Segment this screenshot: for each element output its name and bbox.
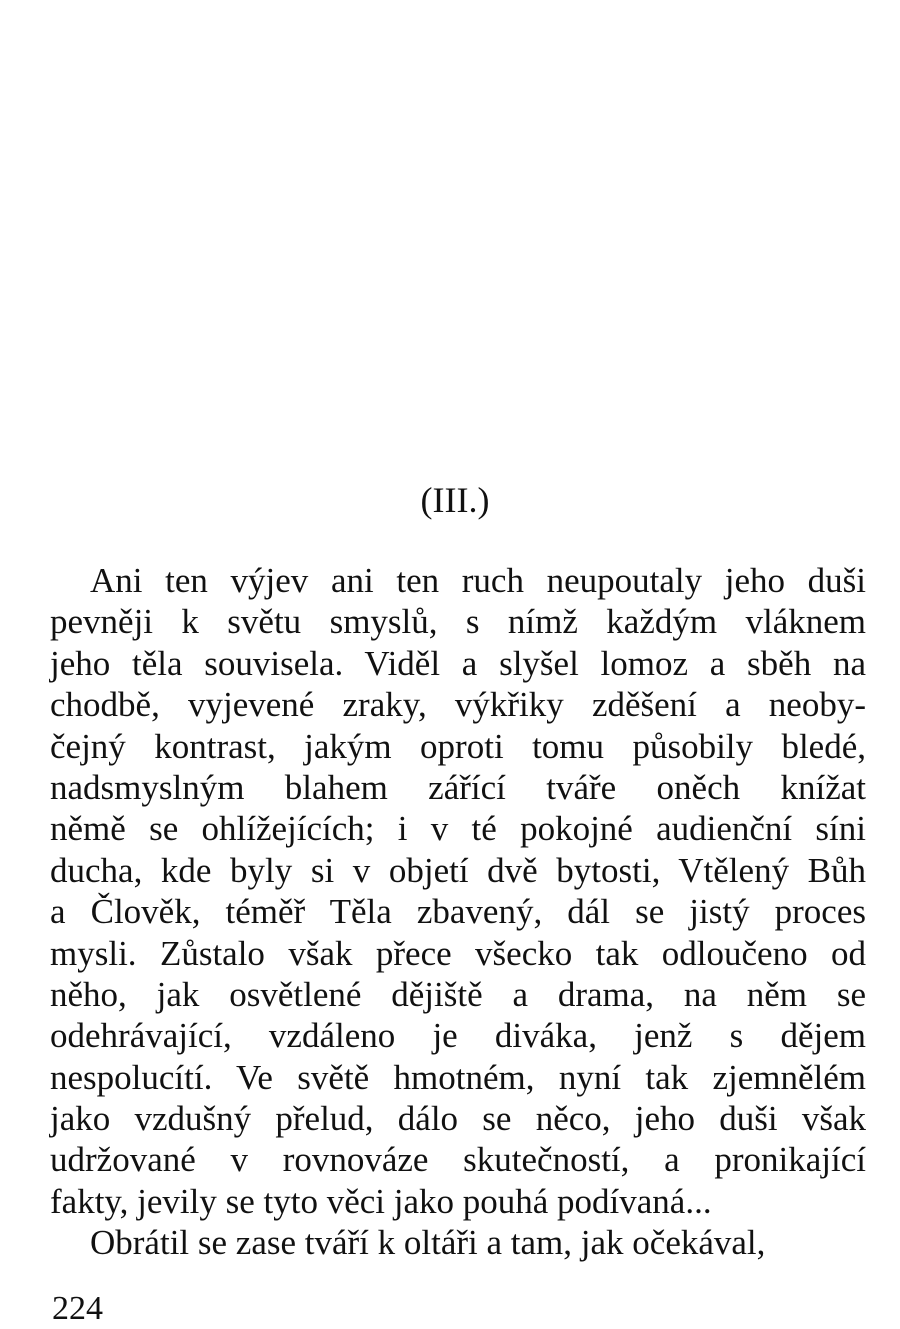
body-text: [50, 560, 866, 1264]
paragraph-line: čejný kontrast, jakým oproti tomu působily bledé,: [50, 726, 866, 766]
paragraph-line: Ani ten výjev ani ten ruch neupoutaly jeho duši: [90, 561, 866, 600]
paragraph-line: fakty, jevily se tyto věci jako pouhá podívaná...: [50, 1181, 712, 1221]
section-heading: (III.): [420, 480, 490, 520]
paragraph-line: udržované v rovnováze skutečností, a pronikající: [50, 1140, 866, 1180]
paragraph-line: nespolucítí. Ve světě hmotném, nyní tak zjemnělém: [50, 1057, 866, 1097]
paragraph-line: pevněji k světu smyslů, s nímž každým vláknem: [50, 602, 866, 642]
page-number-text: 224: [52, 1290, 103, 1327]
paragraph-line: ducha, kde byly si v objetí dvě bytosti, Vtělený Bůh: [50, 850, 866, 890]
paragraph-line: němě se ohlížejících; i v té pokojné audienční síni: [50, 809, 866, 849]
paragraph-line: mysli. Zůstalo však přece všecko tak odloučeno od: [50, 933, 866, 973]
paragraph-line: chodbě, vyjevené zraky, výkřiky zděšení a neoby-: [50, 685, 866, 725]
paragraph-line: nadsmyslným blahem zářící tváře oněch knížat: [50, 767, 866, 807]
paragraph-line: jako vzdušný přelud, dálo se něco, jeho duši však: [50, 1099, 866, 1139]
page-number: [52, 1289, 112, 1327]
paragraph-line: něho, jak osvětlené dějiště a drama, na něm se: [50, 974, 866, 1014]
paragraph-line: odehrávající, vzdáleno je diváka, jenž s dějem: [50, 1016, 866, 1056]
paragraph-line: a Člověk, téměř Těla zbavený, dál se jistý proces: [50, 892, 866, 932]
paragraph-line: jeho těla souvisela. Viděl a slyšel lomoz a sběh na: [50, 643, 866, 683]
paragraph-line: Obrátil se zase tváří k oltáři a tam, jak očekával,: [90, 1223, 766, 1263]
